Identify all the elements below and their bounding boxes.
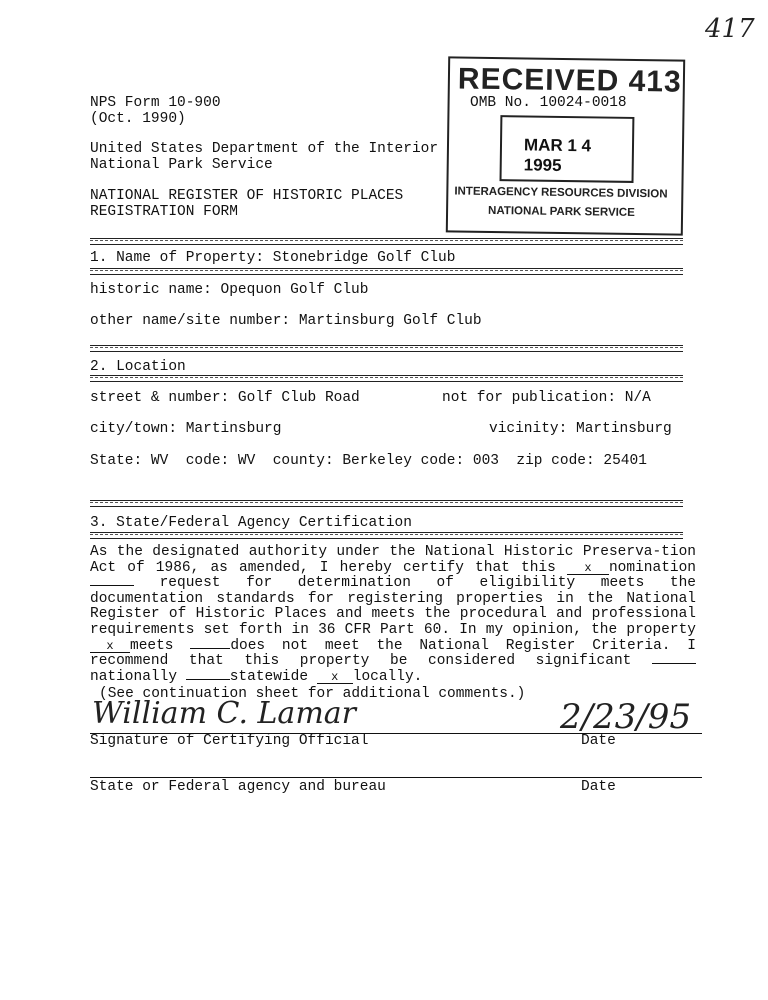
nomination-blank[interactable]: x: [567, 562, 609, 575]
omb-number: OMB No. 10024-0018: [470, 95, 627, 111]
meets-label: meets: [130, 637, 174, 654]
locally-label: locally.: [352, 668, 423, 685]
city-town: city/town: Martinsburg: [90, 421, 282, 437]
section2-heading: 2. Location: [90, 359, 186, 375]
not-meet-label: does not meet the National Register Criteria. I recommend that this property be considered significant: [90, 637, 697, 670]
nomination-label: nomination: [608, 559, 696, 576]
not-for-publication: not for publication: N/A: [442, 390, 651, 406]
signature-date: 2/23/95: [560, 697, 692, 737]
signature-label: Signature of Certifying Official: [90, 733, 369, 749]
form-date: (Oct. 1990): [90, 111, 186, 127]
register-title: NATIONAL REGISTER OF HISTORIC PLACES: [90, 188, 404, 204]
statewide-blank[interactable]: [186, 679, 230, 680]
nationally-blank[interactable]: [652, 663, 696, 664]
nationally-label: nationally: [90, 668, 178, 685]
historic-name: historic name: Opequon Golf Club: [90, 282, 369, 298]
meets-blank[interactable]: x: [90, 640, 130, 653]
state-line: State: WV code: WV county: Berkeley code: 003 zip code: 25401: [90, 453, 647, 469]
stamp-division: INTERAGENCY RESOURCES DIVISION: [454, 185, 668, 201]
service: National Park Service: [90, 157, 273, 173]
separator: [90, 345, 683, 352]
form-id: NPS Form 10-900: [90, 95, 221, 111]
date-label: Date: [581, 733, 616, 749]
section3-heading: 3. State/Federal Agency Certification: [90, 515, 412, 531]
agency-date-label: Date: [581, 779, 616, 795]
separator: [90, 238, 683, 245]
page-number: 417: [705, 14, 755, 44]
request-label: request for determination of eligibility: [159, 575, 576, 592]
stamp-service: NATIONAL PARK SERVICE: [488, 204, 635, 219]
locally-blank[interactable]: x: [317, 671, 353, 684]
signature: William C. Lamar: [92, 696, 356, 731]
agency-line: [90, 777, 702, 778]
stamp-received: RECEIVED 413: [457, 62, 682, 99]
cert-intro: As the designated authority under the National Historic Preserva-tion Act of 1986, as amended, I hereby certify that this: [90, 544, 696, 576]
separator: [90, 500, 683, 507]
separator: [90, 532, 683, 539]
form-title: REGISTRATION FORM: [90, 204, 238, 220]
received-stamp: [446, 56, 685, 235]
certification-text: [90, 545, 696, 685]
vicinity: vicinity: Martinsburg: [489, 421, 672, 437]
request-blank[interactable]: [90, 585, 134, 586]
agency-label: State or Federal agency and bureau: [90, 779, 386, 795]
stamp-date: MAR 1 4 1995: [523, 135, 592, 175]
street-number: street & number: Golf Club Road: [90, 390, 360, 406]
statewide-label: statewide: [229, 668, 309, 685]
stamp-date-box: [500, 115, 635, 183]
other-name: other name/site number: Martinsburg Golf Club: [90, 313, 482, 329]
continuation-note: (See continuation sheet for additional comments.): [99, 686, 526, 702]
section1-heading: 1. Name of Property: Stonebridge Golf Club: [90, 250, 456, 266]
cert-body: meets the documentation standards for registering properties in the National Register of Historic Places and meets the procedural and professional requirements set forth in 36 CFR Part 60. In my opinion, the property: [90, 575, 696, 638]
separator: [90, 375, 683, 382]
department: United States Department of the Interior: [90, 141, 439, 157]
separator: [90, 268, 683, 275]
not-meet-blank[interactable]: [190, 648, 230, 649]
